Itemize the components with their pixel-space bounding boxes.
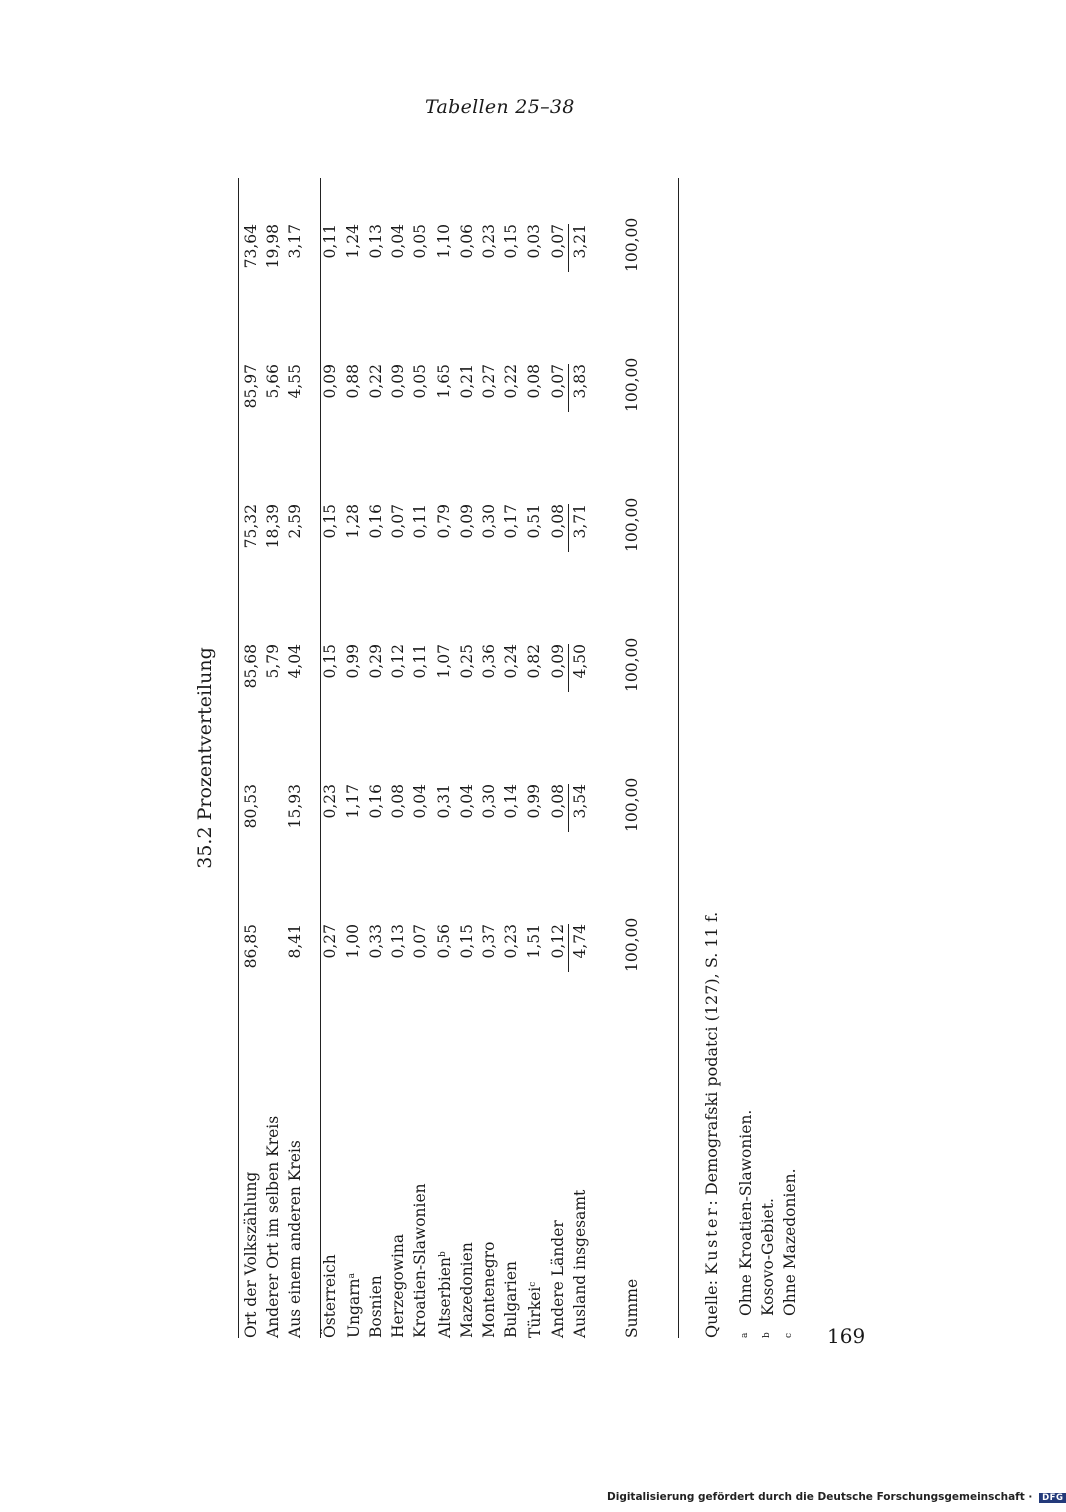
table-cell: 4,04 bbox=[286, 644, 305, 679]
table-cell: 0,09 bbox=[547, 598, 569, 738]
table-cell: 0,79 bbox=[434, 504, 453, 539]
row-label: Bosnien bbox=[367, 1275, 386, 1338]
table-cell: 0,16 bbox=[367, 784, 386, 819]
table-cell: 0,22 bbox=[502, 364, 521, 399]
page-number: 169 bbox=[827, 1324, 866, 1348]
table-row bbox=[432, 178, 456, 1338]
table-row-total-abroad bbox=[569, 178, 591, 1338]
table-cell: 4,74 bbox=[570, 924, 589, 959]
table-cell: 85,68 bbox=[242, 644, 260, 689]
table-cell: 73,64 bbox=[242, 224, 260, 269]
table-cell: 0,05 bbox=[411, 364, 430, 399]
table-cell: 1,00 bbox=[343, 924, 362, 959]
row-label: Altserbien$^b$ bbox=[435, 1251, 454, 1338]
table-cell: 0,03 bbox=[525, 224, 544, 259]
footnotes bbox=[734, 1110, 800, 1338]
table-cell: 5,66 bbox=[264, 364, 283, 399]
table-cell: 100,00 bbox=[623, 917, 642, 972]
row-label: Ort der Volkszählung bbox=[242, 1171, 260, 1338]
table-cell: 0,15 bbox=[502, 224, 521, 259]
table-cell: 0,09 bbox=[320, 364, 339, 399]
table-cell: 19,98 bbox=[264, 224, 283, 269]
footer-credit: Digitalisierung gefördert durch die Deutsche Forschungsgemeinschaft · DFG bbox=[607, 1491, 1066, 1503]
table-cell: 0,17 bbox=[502, 504, 521, 539]
row-label: Türkei$^c$ bbox=[526, 1281, 545, 1338]
table-cell: 18,39 bbox=[264, 504, 283, 549]
row-label: Anderer Ort im selben Kreis bbox=[264, 1115, 283, 1338]
source-line bbox=[702, 912, 721, 1338]
table-cell: 0,04 bbox=[457, 784, 476, 819]
table-cell: 8,41 bbox=[286, 924, 305, 959]
table-cell: 3,83 bbox=[570, 364, 589, 399]
table-cell: 0,51 bbox=[525, 504, 544, 539]
table-cell: 0,56 bbox=[434, 924, 453, 959]
dfg-logo-icon: DFG bbox=[1039, 1493, 1066, 1503]
table-rule-top bbox=[238, 178, 239, 1338]
table-row bbox=[522, 178, 546, 1338]
table-cell: 0,07 bbox=[389, 504, 408, 539]
table-cell: 100,00 bbox=[623, 357, 642, 412]
table-row bbox=[262, 178, 284, 1338]
table-cell: 0,12 bbox=[547, 878, 569, 1018]
table-cell: 0,11 bbox=[320, 224, 339, 259]
table-cell bbox=[262, 738, 284, 878]
table-cell: 1,10 bbox=[434, 224, 453, 259]
row-label: Mazedonien bbox=[457, 1242, 476, 1338]
table-cell: 0,13 bbox=[367, 224, 386, 259]
table-cell: 3,71 bbox=[570, 504, 589, 539]
table-cell: 1,24 bbox=[343, 224, 362, 259]
table-row bbox=[284, 178, 306, 1338]
table-cell: 0,99 bbox=[525, 784, 544, 819]
table-cell: 0,07 bbox=[547, 178, 569, 318]
table-cell: 0,33 bbox=[367, 924, 386, 959]
table-cell: 0,15 bbox=[457, 924, 476, 959]
source-rest: : Demografski podatci (127), S. 11 f. bbox=[702, 911, 721, 1206]
table-row bbox=[500, 178, 522, 1338]
table-cell: 0,06 bbox=[457, 224, 476, 259]
table-cell: 0,27 bbox=[480, 364, 499, 399]
table-cell: 1,65 bbox=[434, 364, 453, 399]
table-cell: 0,09 bbox=[457, 504, 476, 539]
table-cell: 0,22 bbox=[367, 364, 386, 399]
table-cell bbox=[262, 878, 284, 1018]
table-cell: 0,04 bbox=[389, 224, 408, 259]
row-label: Aus einem anderen Kreis bbox=[286, 1140, 305, 1338]
table-cell: 0,14 bbox=[502, 784, 521, 819]
table-cell: 3,17 bbox=[286, 224, 305, 259]
table-cell: 0,88 bbox=[343, 364, 362, 399]
row-label: Herzegowina bbox=[389, 1233, 408, 1338]
table-cell: 0,99 bbox=[343, 644, 362, 679]
table-row bbox=[387, 178, 409, 1338]
table-cell: 0,24 bbox=[502, 644, 521, 679]
table-cell: 3,21 bbox=[570, 224, 589, 259]
table-row bbox=[456, 178, 478, 1338]
table-cell: 4,50 bbox=[570, 644, 589, 679]
footnote: $^b$Kosovo-Gebiet. bbox=[759, 1198, 777, 1338]
table-cell: 0,21 bbox=[457, 364, 476, 399]
table-cell: 2,59 bbox=[286, 504, 305, 539]
table-row bbox=[478, 178, 500, 1338]
table-cell: 0,23 bbox=[320, 784, 339, 819]
table-cell: 0,15 bbox=[320, 504, 339, 539]
row-label: Montenegro bbox=[480, 1241, 499, 1338]
rotated-table-page bbox=[194, 178, 902, 1338]
table-cell: 0,07 bbox=[411, 924, 430, 959]
row-label: Ungarn$^a$ bbox=[344, 1273, 363, 1338]
row-label: Summe bbox=[623, 1278, 642, 1338]
table-cell: 100,00 bbox=[623, 217, 642, 272]
row-label: Ausland insgesamt bbox=[570, 1189, 589, 1338]
table-cell: 0,13 bbox=[389, 924, 408, 959]
table-row bbox=[240, 178, 262, 1338]
table-cell: 0,04 bbox=[411, 784, 430, 819]
table-cell: 0,11 bbox=[411, 504, 430, 539]
table-cell: 0,23 bbox=[502, 924, 521, 959]
source-prefix: Quelle: bbox=[702, 1280, 721, 1338]
source-author: Kuster bbox=[702, 1205, 721, 1275]
table-cell: 0,30 bbox=[480, 504, 499, 539]
footnote: $^a$Ohne Kroatien-Slawonien. bbox=[737, 1109, 755, 1338]
table-cell: 0,05 bbox=[411, 224, 430, 259]
table-cell: 85,97 bbox=[242, 364, 260, 409]
table-cell: 1,07 bbox=[434, 644, 453, 679]
running-head: Tabellen 25–38 bbox=[425, 96, 575, 118]
table-cell: 0,16 bbox=[367, 504, 386, 539]
table-cell: 0,08 bbox=[389, 784, 408, 819]
table-cell: 80,53 bbox=[242, 784, 260, 829]
table-cell: 0,09 bbox=[389, 364, 408, 399]
row-label: Bulgarien bbox=[502, 1260, 521, 1338]
table-cell: 0,23 bbox=[480, 224, 499, 259]
table-row bbox=[409, 178, 431, 1338]
table-row bbox=[341, 178, 365, 1338]
section-title: 35.2 Prozentverteilung bbox=[194, 647, 216, 869]
table-row bbox=[365, 178, 387, 1338]
table-cell: 0,08 bbox=[525, 364, 544, 399]
row-label: Kroatien-Slawonien bbox=[411, 1183, 430, 1338]
table-cell: 15,93 bbox=[286, 784, 305, 829]
table-row-sum bbox=[621, 178, 643, 1338]
table-cell: 0,82 bbox=[525, 644, 544, 679]
table-cell: 0,12 bbox=[389, 644, 408, 679]
table-row bbox=[547, 178, 569, 1338]
table-cell: 1,28 bbox=[343, 504, 362, 539]
table-cell: 1,17 bbox=[343, 784, 362, 819]
table-cell: 0,08 bbox=[547, 738, 569, 878]
table-cell: 4,55 bbox=[286, 364, 305, 399]
table-cell: 3,54 bbox=[570, 784, 589, 819]
table-cell: 5,79 bbox=[264, 644, 283, 679]
row-label: Österreich bbox=[320, 1254, 339, 1338]
table-cell: 0,36 bbox=[480, 644, 499, 679]
table-cell: 0,27 bbox=[320, 924, 339, 959]
table-row bbox=[319, 178, 341, 1338]
table-cell: 0,25 bbox=[457, 644, 476, 679]
distribution-table bbox=[240, 178, 643, 1338]
table-cell: 100,00 bbox=[623, 497, 642, 552]
table-cell: 0,08 bbox=[547, 458, 569, 598]
table-cell: 0,29 bbox=[367, 644, 386, 679]
table-cell: 0,30 bbox=[480, 784, 499, 819]
table-cell: 1,51 bbox=[525, 924, 544, 959]
table-cell: 100,00 bbox=[623, 637, 642, 692]
table-cell: 0,31 bbox=[434, 784, 453, 819]
table-cell: 86,85 bbox=[242, 924, 260, 969]
footnote: $^c$Ohne Mazedonien. bbox=[781, 1168, 799, 1338]
table-cell: 0,07 bbox=[547, 318, 569, 458]
table-cell: 75,32 bbox=[242, 504, 260, 549]
table-cell: 0,37 bbox=[480, 924, 499, 959]
table-rule-bottom bbox=[678, 178, 679, 1338]
table-cell: 100,00 bbox=[623, 777, 642, 832]
table-cell: 0,11 bbox=[411, 644, 430, 679]
table-cell: 0,15 bbox=[320, 644, 339, 679]
row-label: Andere Länder bbox=[548, 1220, 567, 1338]
